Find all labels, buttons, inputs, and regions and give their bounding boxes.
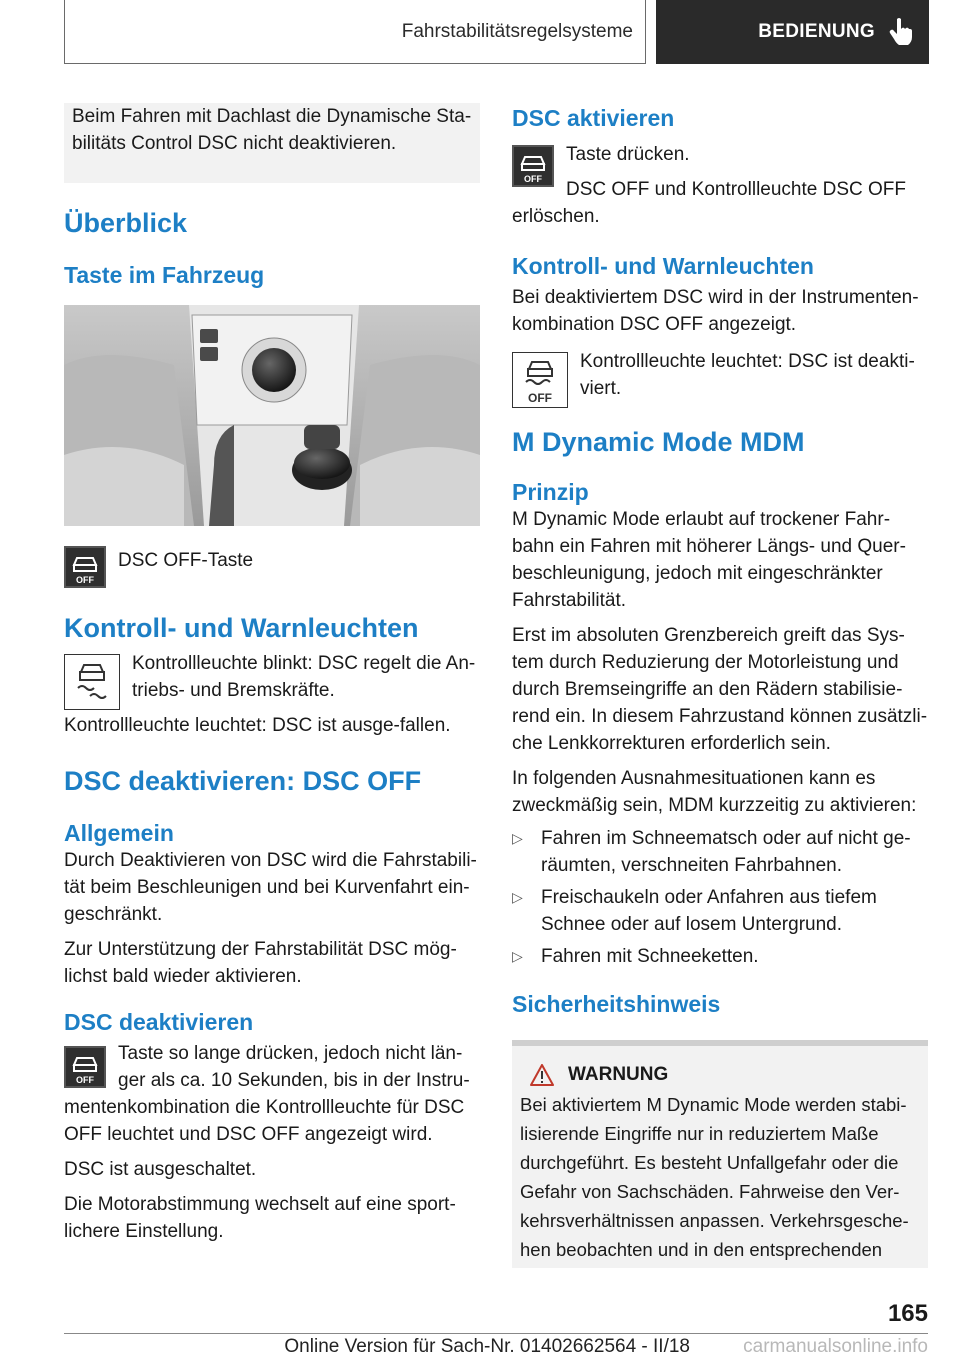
svg-text:OFF: OFF xyxy=(528,391,552,405)
heading-dsc-activate: DSC aktivieren xyxy=(512,105,675,131)
list-item: ▷ Fahren im Schneematsch oder auf nicht ge-räumten, verschneiten Fahrbahnen. xyxy=(512,825,928,879)
footer-watermark: carmanualsonline.info xyxy=(743,1336,928,1357)
list-item: ▷ Fahren mit Schneeketten. xyxy=(512,943,928,970)
heading-m-dynamic-mode: M Dynamic Mode MDM xyxy=(512,427,805,457)
warning-title: WARNUNG xyxy=(520,1060,922,1090)
activate-paragraph-1: Taste drücken. xyxy=(566,144,690,165)
dsc-off-lamp-icon xyxy=(512,352,568,408)
page-number: 165 xyxy=(887,1300,928,1327)
deactivate-paragraph-1: Taste so lange drücken, jedoch nicht län-ger als ca. 10 Sekunden, bis in der Instru-mentenkombination die Kontrollleuchte für DSC OFF leuchtet und DSC OFF angezeigt wird. xyxy=(64,1043,470,1145)
section-title: Fahrstabilitätsregelsysteme xyxy=(401,20,633,42)
indicator-right-paragraph-2: Kontrollleuchte leuchtet: DSC ist deakti-viert. xyxy=(580,351,915,399)
dsc-button-caption: DSC OFF-Taste xyxy=(118,550,254,571)
deactivate-paragraph-2: DSC ist ausgeschaltet. xyxy=(64,1159,257,1180)
heading-indicators-right: Kontroll- und Warnleuchten xyxy=(512,253,814,279)
footer-version: Online Version für Sach-Nr. 01402662564 - II/18 xyxy=(284,1336,690,1357)
activate-row xyxy=(512,141,928,230)
principle-paragraph-2: Erst im absoluten Grenzbereich greift das Sys-tem durch Reduzierung der Motorleistung und durch Bremseingriffe an den Rädern stabilisie-rend ein. In diesem Fahrzustand können zusätzli-che Lenkkorrekturen erforderlich sein. xyxy=(512,625,928,754)
dsc-off-button-icon xyxy=(64,546,106,588)
note-text: Beim Fahren mit Dachlast die Dynamische Sta-bilitäts Control DSC nicht deaktivieren. xyxy=(72,106,472,154)
warning-triangle-icon xyxy=(530,1064,554,1086)
indicator-right-paragraph-1: Bei deaktiviertem DSC wird in der Instrumenten-kombination DSC OFF angezeigt. xyxy=(512,287,919,335)
dsc-warning-lamp-icon xyxy=(64,654,120,710)
dsc-button-caption-row xyxy=(64,546,480,588)
chapter-title: BEDIENUNG xyxy=(758,21,875,42)
dsc-off-button-icon xyxy=(64,1046,106,1088)
triangle-bullet-icon: ▷ xyxy=(512,948,523,964)
indicator-flashing-text: Kontrollleuchte blinkt: DSC regelt die An-triebs- und Bremskräfte. xyxy=(132,653,476,701)
footer-divider xyxy=(64,1333,928,1334)
general-paragraph-1: Durch Deaktivieren von DSC wird die Fahrstabili-tät beim Beschleunigen und bei Kurvenfahrt ein-geschränkt. xyxy=(64,850,477,925)
heading-indicators: Kontroll- und Warnleuchten xyxy=(64,613,419,643)
heading-principle: Prinzip xyxy=(512,479,589,505)
triangle-bullet-icon: ▷ xyxy=(512,889,523,905)
heading-safety: Sicherheitshinweis xyxy=(512,991,721,1017)
triangle-bullet-icon: ▷ xyxy=(512,830,523,846)
warning-box xyxy=(512,1040,928,1268)
heading-overview: Überblick xyxy=(64,208,188,238)
principle-paragraph-1: M Dynamic Mode erlaubt auf trockener Fahr-bahn ein Fahren mit höherer Längs- und Quer-beschleunigung, jedoch mit eingeschränkter Fahrstabilität. xyxy=(512,509,906,611)
deactivate-paragraph-3: Die Motorabstimmung wechselt auf eine sport-lichere Einstellung. xyxy=(64,1194,456,1242)
left-column xyxy=(64,103,480,1245)
dsc-off-lamp-row xyxy=(512,348,928,408)
warning-text: Bei aktiviertem M Dynamic Mode werden stabi-lisierende Eingriffe nur in reduziertem Maße durchgeführt. Es besteht Unfallgefahr oder die Gefahr von Sachschäden. Fahrweise den Ver-kehrsverhältnissen anpassen. Verkehrsgesche-hen beobachten und in den entsprechenden xyxy=(520,1094,909,1260)
principle-paragraph-3: In folgenden Ausnahmesituationen kann es zweckmäßig sein, MDM kurzzeitig zu aktivieren: xyxy=(512,768,917,816)
deactivate-row xyxy=(64,1040,480,1148)
situation-list xyxy=(512,825,928,970)
dsc-off-button-icon xyxy=(512,145,554,187)
svg-text:OFF: OFF xyxy=(76,575,94,585)
indicator-lit-text: Kontrollleuchte leuchtet: DSC ist ausge-fallen. xyxy=(64,715,451,736)
note-box xyxy=(64,103,480,183)
heading-general: Allgemein xyxy=(64,820,174,846)
heading-deactivate: DSC deaktivieren: DSC OFF xyxy=(64,766,422,796)
heading-button-in-vehicle: Taste im Fahrzeug xyxy=(64,262,265,288)
list-item: ▷ Freischaukeln oder Anfahren aus tiefem Schnee oder auf losem Untergrund. xyxy=(512,884,928,938)
activate-paragraph-2: DSC OFF und Kontrollleuchte DSC OFF erlöschen. xyxy=(512,179,906,227)
heading-dsc-deactivate: DSC deaktivieren xyxy=(64,1009,254,1035)
general-paragraph-2: Zur Unterstützung der Fahrstabilität DSC mög-lichst bald wieder aktivieren. xyxy=(64,939,457,987)
svg-text:OFF: OFF xyxy=(524,174,542,184)
header-section-title xyxy=(64,0,646,64)
center-console-photo xyxy=(64,305,480,526)
svg-text:OFF: OFF xyxy=(76,1075,94,1085)
hand-pointer-icon xyxy=(889,17,915,47)
indicator-row xyxy=(64,650,480,739)
header-chapter xyxy=(656,0,929,64)
right-column xyxy=(512,103,928,1268)
